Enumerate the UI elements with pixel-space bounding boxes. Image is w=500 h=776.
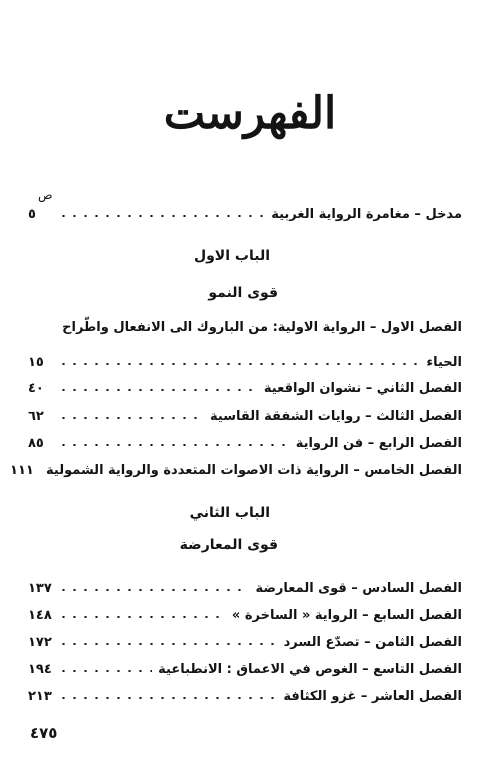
part-heading: الباب الاول	[193, 248, 270, 264]
toc-entry-title: الفصل السادس – قوى المعارضة	[255, 581, 462, 596]
toc-entry[interactable]	[28, 651, 462, 677]
toc-entry[interactable]	[28, 370, 462, 396]
toc-entry[interactable]	[28, 344, 462, 370]
toc-entry-title-line2: الحياء	[426, 355, 462, 370]
toc-entry-title: الفصل الرابع – فن الرواية	[295, 436, 462, 451]
toc-page-number: ٢١٣	[28, 689, 52, 704]
dot-leader	[58, 643, 278, 645]
toc-entry-title-line1[interactable]: الفصل الاول – الرواية الاولية: من الباروك الى الانفعال واطّراح	[62, 320, 462, 335]
dot-leader	[58, 444, 290, 446]
toc-page-number: ١٧٢	[28, 635, 52, 650]
toc-page-number: ١٣٧	[28, 581, 52, 596]
toc-entry-title: الفصل الثامن – تصدّع السرد	[283, 635, 462, 650]
dot-leader	[58, 215, 265, 217]
toc-entry[interactable]	[28, 678, 462, 704]
dot-leader	[58, 670, 152, 672]
page-title: الفهرست	[163, 88, 337, 139]
toc-page-number: ١١١	[10, 463, 34, 478]
dot-leader	[58, 389, 258, 391]
toc-entry[interactable]	[28, 425, 462, 451]
page-number: ٤٧٥	[30, 724, 58, 742]
toc-page-number: ٦٢	[28, 409, 44, 424]
toc-entry[interactable]	[28, 398, 462, 424]
toc-entry-title: الفصل الثالث – روايات الشفقة القاسية	[210, 409, 462, 424]
toc-entry[interactable]	[28, 570, 462, 596]
toc-entry[interactable]	[10, 452, 462, 478]
dot-leader	[58, 697, 277, 699]
toc-page-number: ٥	[28, 207, 36, 222]
part-heading: الباب الثاني	[189, 505, 270, 521]
toc-page-number: ١٩٤	[28, 662, 52, 677]
toc-page-number: ١٤٨	[28, 608, 52, 623]
toc-entry[interactable]	[28, 597, 462, 623]
toc-entry-title: الفصل التاسع – الغوص في الاعماق : الانطباعية	[158, 662, 462, 677]
toc-entry-title: الفصل العاشر – غزو الكثافة	[283, 689, 462, 704]
dot-leader	[58, 417, 204, 419]
toc-page-number: ٨٥	[28, 436, 44, 451]
toc-entry[interactable]	[28, 624, 462, 650]
toc-entry-title: الفصل الثاني – نشوان الواقعية	[263, 381, 462, 396]
part-subtitle: قوى المعارضة	[179, 537, 278, 553]
toc-entry-title: مدخل – مغامرة الرواية الغربية	[271, 207, 462, 222]
toc-entry-title: الفصل السابع – الرواية « الساخرة »	[231, 608, 462, 623]
toc-entry-intro[interactable]	[28, 196, 462, 222]
page-column-label: ص	[38, 188, 53, 202]
dot-leader	[58, 616, 226, 618]
part-subtitle: قوى النمو	[208, 285, 278, 301]
toc-page-number: ١٥	[28, 355, 44, 370]
toc-page-number: ٤٠	[28, 381, 44, 396]
dot-leader	[58, 363, 420, 365]
dot-leader	[58, 589, 249, 591]
toc-entry-title: الفصل الخامس – الرواية ذات الاصوات المتعددة والرواية الشمولية	[46, 463, 462, 478]
